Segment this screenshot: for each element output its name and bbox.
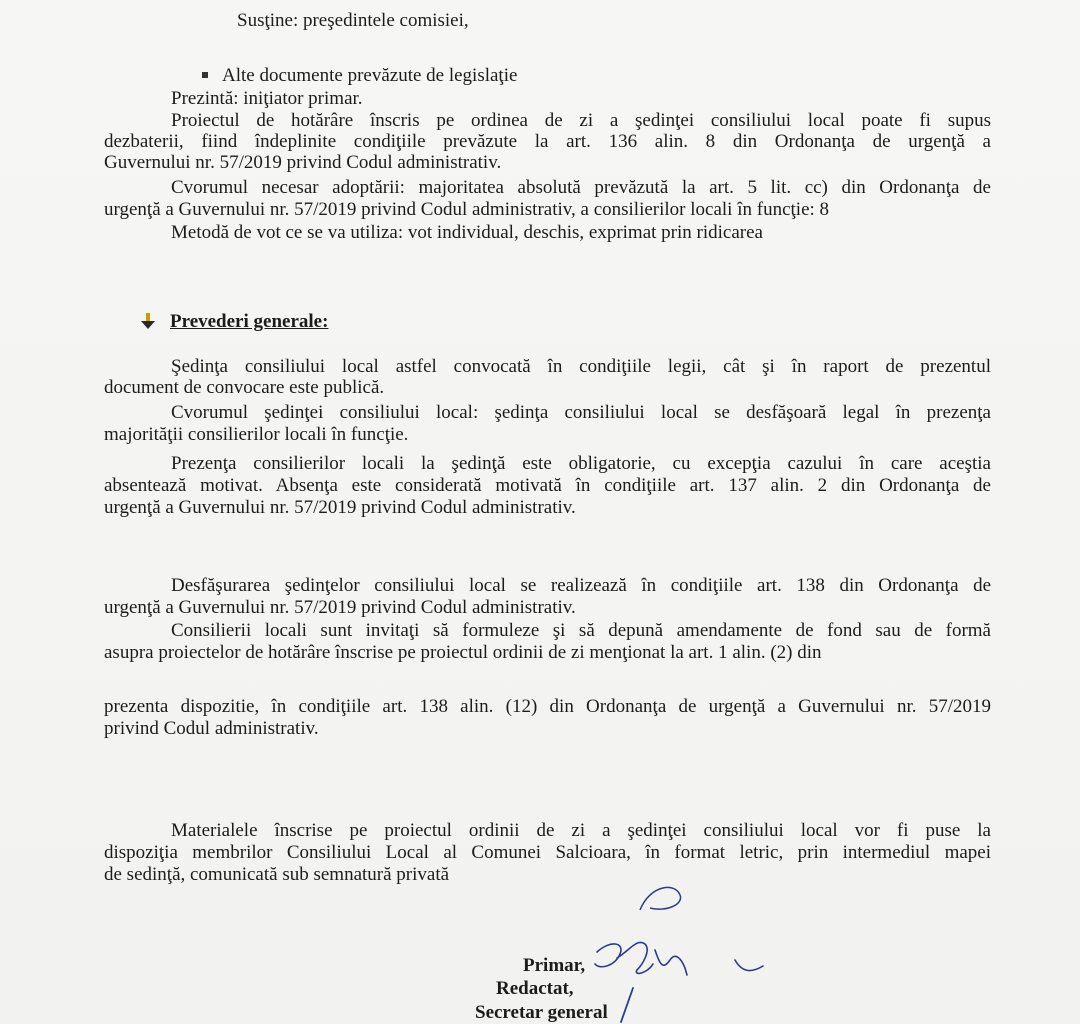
prezenta-line-2: absentează motivat. Absenţa este considerată motivată în condiţiile art. 137 alin. 2 din Ordonanţa de [104,475,991,496]
desfasurarea-line-2: urgenţă a Guvernului nr. 57/2019 privind Codul administrativ. [104,597,576,618]
cvorumul-line-2: urgenţă a Guvernului nr. 57/2019 privind Codul administrativ, a consilierilor locali în funcţie: 8 [104,199,830,220]
prezinta-line: Prezintă: iniţiator primar. [171,88,363,109]
proiectul-line-3: Guvernului nr. 57/2019 privind Codul administrativ. [104,152,502,173]
redactat-label: Redactat, [496,978,574,999]
consilierii-line-2: asupra proiectelor de hotărâre înscrise pe proiectul ordinii de zi menţionat la art. 1 alin. (2) din [104,642,822,663]
alte-documente-text: Alte documente prevăzute de legislaţie [222,65,518,86]
sedinta-line-1: Şedinţa consiliului local astfel convocată în condiţiile legii, cât şi în raport de prezentul [171,356,991,377]
alte-documente-item [202,65,517,87]
materialele-line-2: dispoziţia membrilor Consiliului Local al Comunei Salcioara, în format letric, prin intermediul mapei [104,842,991,863]
proiectul-line-1: Proiectul de hotărâre înscris pe ordinea de zi a şedinţei consiliului local poate fi supus [171,110,991,131]
prezenta-line-3: urgenţă a Guvernului nr. 57/2019 privind Codul administrativ. [104,497,576,518]
materialele-line-1: Materialele înscrise pe proiectul ordinii de zi a şedinţei consiliului local vor fi puse la [171,820,991,841]
signature-loop-mark [620,880,720,920]
consilierii-line-1: Consilierii locali sunt invitaţi să formuleze şi să depună amendamente de fond sau de formă [171,620,991,641]
primar-label: Primar, [523,955,586,976]
prezenta-line-1: Prezenţa consilierilor locali la şedinţă este obligatorie, cu excepţia cazului în care aceştia [171,453,991,474]
prezenta-dispozitie-line-1: prezenta dispozitie, în condiţiile art. 138 alin. (12) din Ordonanţa de urgenţă a Guvernului nr. 57/2019 [104,696,991,717]
prezenta-dispozitie-line-2: privind Codul administrativ. [104,718,319,739]
square-bullet-icon [202,72,208,78]
materialele-line-3: de sedinţă, comunicată sub semnatură privată [104,864,450,885]
sustine-line: Susţine: preşedintele comisiei, [237,10,469,31]
secretar-general-label: Secretar general [475,1002,608,1023]
prevederi-generale-heading: Prevederi generale: [170,311,329,332]
metoda-line: Metodă de vot ce se va utiliza: vot individual, deschis, exprimat prin ridicarea [171,222,763,243]
proiectul-line-2: dezbaterii, fiind îndeplinite condiţiile prevăzute la art. 136 alin. 8 din Ordonanţa de urgenţă a [104,131,991,152]
cvorum-sedinta-line-2: majorităţii consilierilor locali în funcţie. [104,424,409,445]
handwritten-signature [585,930,775,1024]
down-arrow-icon [139,312,157,330]
desfasurarea-line-1: Desfăşurarea şedinţelor consiliului local se realizează în condiţiile art. 138 din Ordonanţa de [171,575,991,596]
cvorumul-line-1: Cvorumul necesar adoptării: majoritatea absolută prevăzută la art. 5 lit. cc) din Ordonanţa de [171,177,991,198]
sedinta-line-2: document de convocare este publică. [104,377,385,398]
cvorum-sedinta-line-1: Cvorumul şedinţei consiliului local: şedinţa consiliului local se desfăşoară legal în prezenţa [171,402,991,423]
